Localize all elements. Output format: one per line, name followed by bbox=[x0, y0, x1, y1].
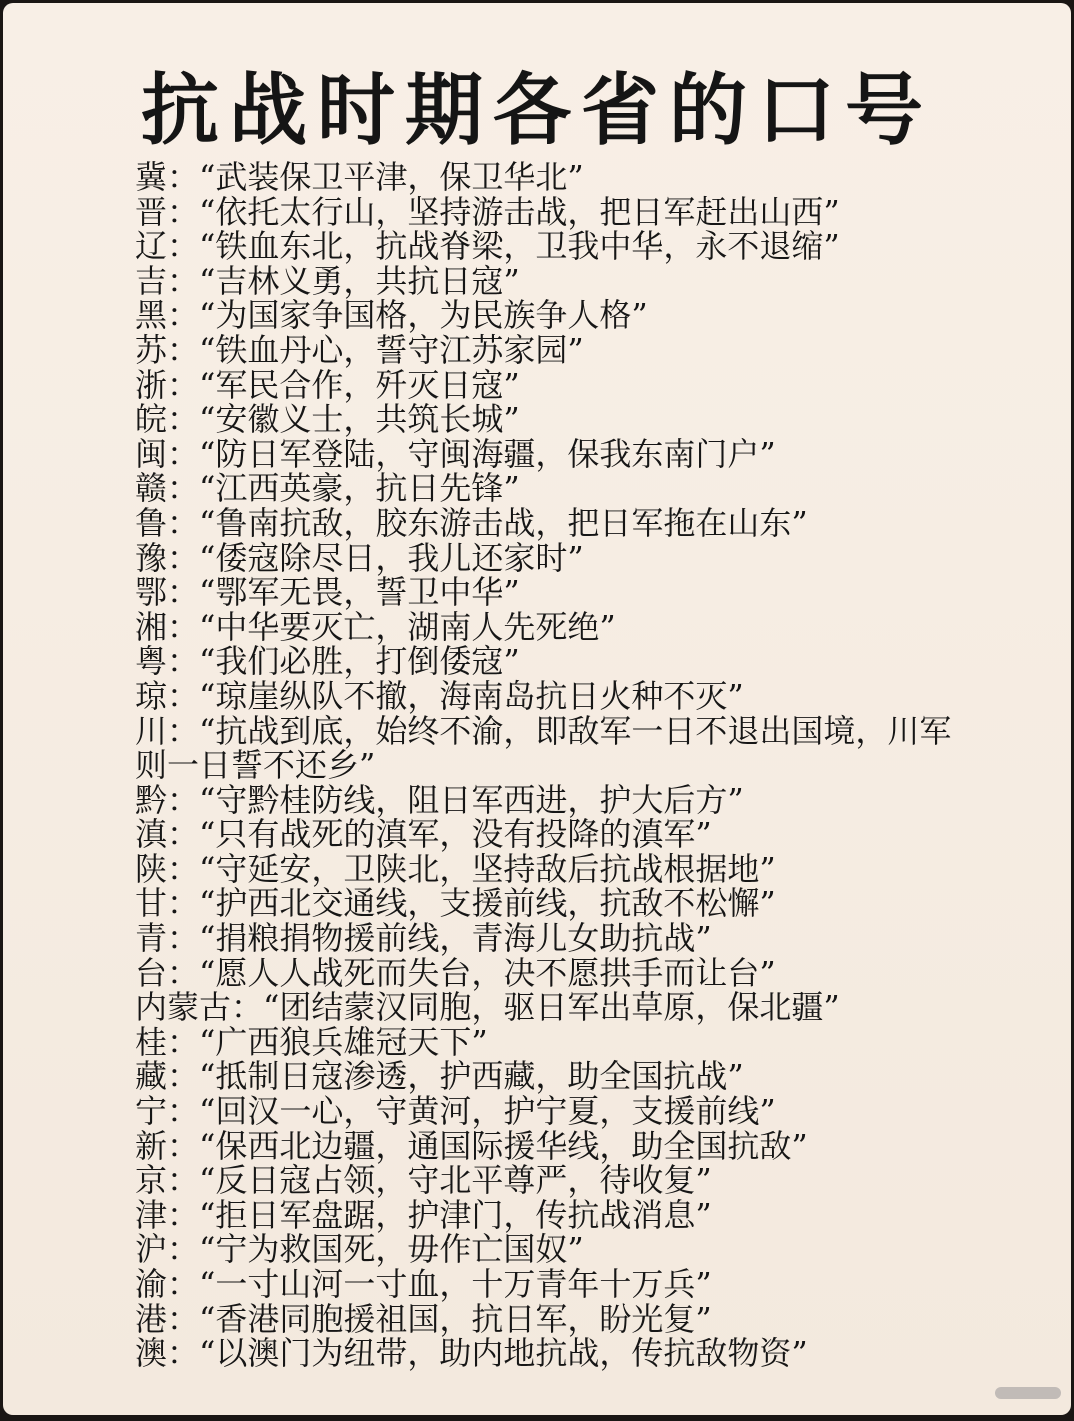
province-label: 苏 bbox=[135, 330, 168, 369]
separator: ： bbox=[167, 434, 200, 473]
province-label: 滇 bbox=[135, 815, 168, 854]
slogan-text: “铁血丹心，誓守江苏家园” bbox=[199, 330, 584, 369]
slogan-text: “反日寇占领，守北平尊严，待收复” bbox=[199, 1161, 712, 1200]
separator: ： bbox=[167, 607, 200, 646]
slogan-item bbox=[135, 886, 975, 921]
slogan-text: “吉林义勇，共抗日寇” bbox=[199, 261, 520, 300]
province-label: 青 bbox=[135, 919, 168, 958]
separator: ： bbox=[167, 469, 200, 508]
province-label: 港 bbox=[135, 1299, 168, 1338]
slogan-text: “团结蒙汉同胞，驱日军出草原，保北疆” bbox=[263, 988, 840, 1027]
separator: ： bbox=[167, 1195, 200, 1234]
page-title: 抗战时期各省的口号 bbox=[140, 66, 933, 156]
province-label: 渝 bbox=[135, 1265, 168, 1303]
separator: ： bbox=[167, 503, 200, 542]
slogan-text: “护西北交通线，支援前线，抗敌不松懈” bbox=[199, 884, 776, 923]
slogan-text: “琼崖纵队不撤，海南岛抗日火种不灭” bbox=[199, 676, 744, 715]
slogan-text: “倭寇除尽日，我儿还家时” bbox=[199, 538, 584, 577]
slogan-text: “广西狼兵雄冠天下” bbox=[199, 1022, 488, 1061]
separator: ： bbox=[167, 1230, 200, 1269]
slogan-text: “我们必胜，打倒倭寇” bbox=[199, 642, 520, 681]
slogan-text: “愿人人战死而失台，决不愿拱手而让台” bbox=[199, 953, 776, 992]
slogan-text: “香港同胞援祖国，抗日军，盼光复” bbox=[199, 1299, 712, 1338]
separator: ： bbox=[167, 815, 200, 854]
separator: ： bbox=[167, 227, 200, 266]
province-label: 津 bbox=[135, 1195, 168, 1234]
slogan-text: “军民合作，歼灭日寇” bbox=[199, 365, 520, 404]
slogan-item bbox=[135, 1232, 975, 1267]
slogan-text: “保西北边疆，通国际援华线，助全国抗敌” bbox=[199, 1126, 808, 1165]
slogan-item bbox=[135, 1299, 975, 1338]
slogan-item bbox=[135, 365, 975, 404]
province-label: 晋 bbox=[135, 192, 168, 231]
slogan-item bbox=[135, 1022, 975, 1061]
separator: ： bbox=[167, 158, 200, 196]
slogan-text: “依托太行山，坚持游击战，把日军赶出山西” bbox=[199, 192, 840, 231]
province-label: 澳 bbox=[135, 1334, 168, 1373]
separator: ： bbox=[167, 676, 200, 715]
document-page bbox=[3, 3, 1071, 1415]
slogan-item bbox=[135, 849, 975, 888]
separator: ： bbox=[167, 1126, 200, 1165]
slogan-text: “只有战死的滇军，没有投降的滇军” bbox=[199, 815, 712, 854]
province-label: 桂 bbox=[135, 1022, 168, 1061]
slogan-item bbox=[135, 402, 975, 437]
province-label: 川 bbox=[135, 711, 168, 750]
slogan-item bbox=[135, 711, 955, 785]
slogan-item bbox=[135, 921, 975, 956]
separator: ： bbox=[231, 988, 264, 1027]
province-label: 甘 bbox=[135, 884, 168, 923]
province-label: 豫 bbox=[135, 538, 168, 577]
slogan-item bbox=[135, 434, 975, 473]
separator: ： bbox=[167, 1022, 200, 1061]
separator: ： bbox=[167, 573, 200, 612]
slogan-item bbox=[135, 538, 975, 577]
slogan-text: “武装保卫平津，保卫华北” bbox=[199, 158, 584, 196]
slogan-item bbox=[135, 780, 975, 819]
slogan-item bbox=[135, 330, 975, 369]
slogan-item bbox=[135, 1163, 975, 1198]
slogan-text: “捐粮捐物援前线，青海儿女助抗战” bbox=[199, 919, 712, 958]
separator: ： bbox=[167, 365, 200, 404]
separator: ： bbox=[167, 400, 200, 439]
province-label: 粤 bbox=[135, 642, 168, 681]
separator: ： bbox=[167, 1334, 200, 1373]
slogan-item bbox=[135, 192, 975, 231]
slogan-item bbox=[135, 1267, 975, 1302]
slogan-item bbox=[135, 229, 975, 264]
slogan-item bbox=[135, 298, 975, 333]
slogan-text: “安徽义士，共筑长城” bbox=[199, 400, 520, 439]
province-label: 陕 bbox=[135, 849, 168, 888]
separator: ： bbox=[167, 1092, 200, 1131]
province-label: 宁 bbox=[135, 1092, 168, 1131]
slogan-text: “以澳门为纽带，助内地抗战，传抗敌物资” bbox=[199, 1334, 808, 1373]
slogan-item bbox=[135, 676, 975, 715]
slogan-item bbox=[135, 1059, 975, 1094]
slogan-item bbox=[135, 953, 975, 992]
separator: ： bbox=[167, 953, 200, 992]
separator: ： bbox=[167, 884, 200, 923]
separator: ： bbox=[167, 538, 200, 577]
province-label: 内蒙古 bbox=[135, 988, 232, 1027]
province-label: 吉 bbox=[135, 261, 168, 300]
separator: ： bbox=[167, 192, 200, 231]
slogan-item bbox=[135, 1094, 975, 1129]
slogan-list bbox=[135, 160, 975, 1371]
slogan-text: “鄂军无畏，誓卫中华” bbox=[199, 573, 520, 612]
province-label: 赣 bbox=[135, 469, 168, 508]
province-label: 闽 bbox=[135, 434, 168, 473]
slogan-item bbox=[135, 503, 975, 542]
slogan-text: “宁为救国死，毋作亡国奴” bbox=[199, 1230, 584, 1269]
separator: ： bbox=[167, 849, 200, 888]
separator: ： bbox=[167, 296, 200, 335]
province-label: 湘 bbox=[135, 607, 168, 646]
scrollbar[interactable] bbox=[995, 1387, 1061, 1399]
slogan-text: “中华要灭亡，湖南人先死绝” bbox=[199, 607, 616, 646]
province-label: 藏 bbox=[135, 1057, 168, 1096]
slogan-item bbox=[135, 990, 975, 1025]
province-label: 鲁 bbox=[135, 503, 168, 542]
separator: ： bbox=[167, 1161, 200, 1200]
slogan-text: “江西英豪，抗日先锋” bbox=[199, 469, 520, 508]
separator: ： bbox=[167, 261, 200, 300]
slogan-item bbox=[135, 817, 975, 852]
slogan-text: “抵制日寇渗透，护西藏，助全国抗战” bbox=[199, 1057, 744, 1096]
slogan-text: “鲁南抗敌，胶东游击战，把日军拖在山东” bbox=[199, 503, 808, 542]
slogan-item bbox=[135, 1336, 975, 1371]
province-label: 新 bbox=[135, 1126, 168, 1165]
separator: ： bbox=[167, 330, 200, 369]
slogan-text: “防日军登陆，守闽海疆，保我东南门户” bbox=[199, 434, 776, 473]
separator: ： bbox=[167, 642, 200, 681]
slogan-item bbox=[135, 1126, 975, 1165]
slogan-text: “守延安，卫陕北，坚持敌后抗战根据地” bbox=[199, 849, 776, 888]
slogan-item bbox=[135, 160, 975, 195]
slogan-item bbox=[135, 644, 975, 679]
province-label: 冀 bbox=[135, 158, 168, 196]
slogan-item bbox=[135, 1195, 975, 1234]
province-label: 皖 bbox=[135, 400, 168, 439]
province-label: 台 bbox=[135, 953, 168, 992]
province-label: 辽 bbox=[135, 227, 168, 266]
province-label: 黔 bbox=[135, 780, 168, 819]
slogan-item bbox=[135, 471, 975, 506]
slogan-item bbox=[135, 575, 975, 610]
slogan-text: “守黔桂防线，阻日军西进，护大后方” bbox=[199, 780, 744, 819]
province-label: 鄂 bbox=[135, 573, 168, 612]
separator: ： bbox=[167, 1299, 200, 1338]
slogan-item bbox=[135, 261, 975, 300]
separator: ： bbox=[167, 919, 200, 958]
slogan-text: “铁血东北，抗战脊梁，卫我中华，永不退缩” bbox=[199, 227, 840, 266]
slogan-text: “抗战到底，始终不渝，即敌军一日不退出国境，川军则一日誓不还乡” bbox=[135, 711, 952, 785]
province-label: 沪 bbox=[135, 1230, 168, 1269]
separator: ： bbox=[167, 780, 200, 819]
slogan-text: “拒日军盘踞，护津门，传抗战消息” bbox=[199, 1195, 712, 1234]
separator: ： bbox=[167, 1265, 200, 1303]
separator: ： bbox=[167, 711, 200, 750]
slogan-text: “为国家争国格，为民族争人格” bbox=[199, 296, 648, 335]
separator: ： bbox=[167, 1057, 200, 1096]
province-label: 琼 bbox=[135, 676, 168, 715]
province-label: 京 bbox=[135, 1161, 168, 1200]
province-label: 黑 bbox=[135, 296, 168, 335]
province-label: 浙 bbox=[135, 365, 168, 404]
slogan-text: “一寸山河一寸血，十万青年十万兵” bbox=[199, 1265, 712, 1303]
slogan-text: “回汉一心，守黄河，护宁夏，支援前线” bbox=[199, 1092, 776, 1131]
slogan-item bbox=[135, 607, 975, 646]
